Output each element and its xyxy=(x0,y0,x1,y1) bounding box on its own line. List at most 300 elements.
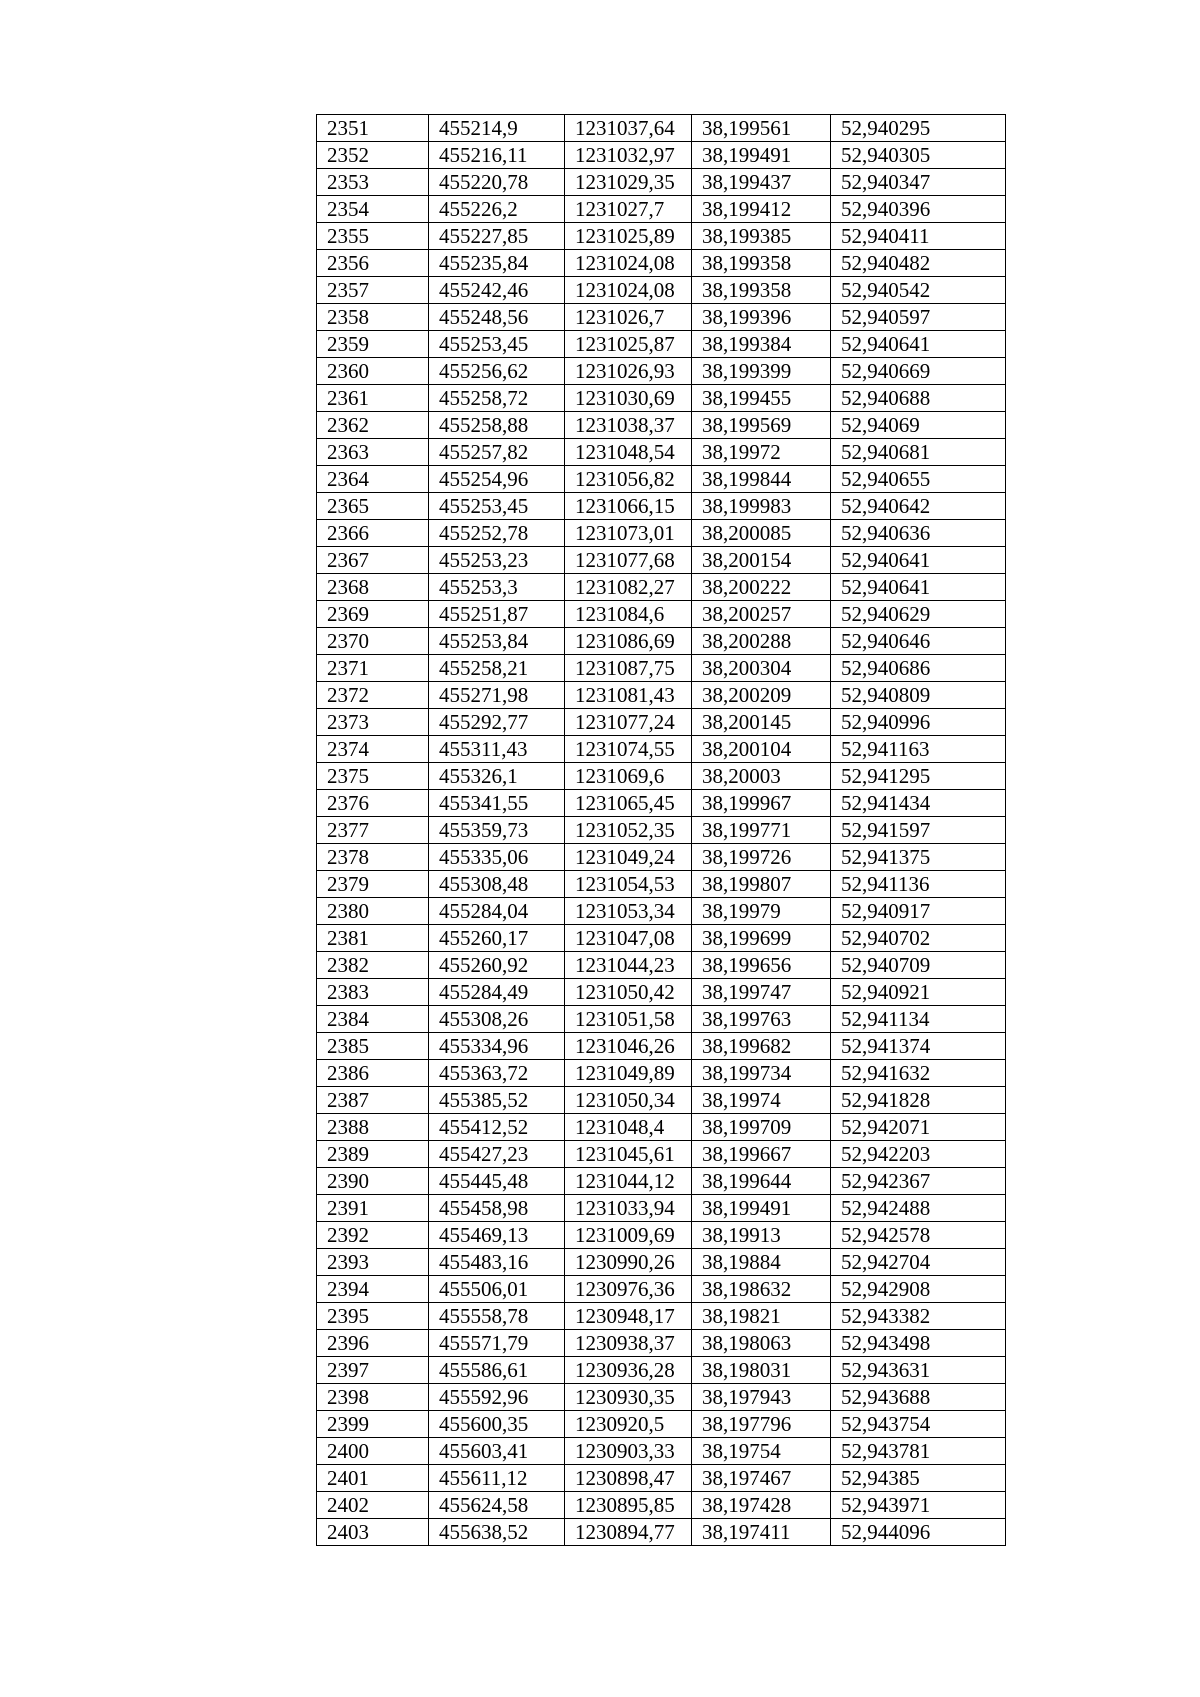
longitude-cell: 38,199726 xyxy=(692,844,831,871)
longitude-cell: 38,19974 xyxy=(692,1087,831,1114)
x-coordinate-cell: 455253,45 xyxy=(429,331,565,358)
longitude-cell: 38,197796 xyxy=(692,1411,831,1438)
x-coordinate-cell: 455603,41 xyxy=(429,1438,565,1465)
x-coordinate-cell: 455258,72 xyxy=(429,385,565,412)
table-row xyxy=(317,1276,1006,1303)
y-coordinate-cell: 1230948,17 xyxy=(565,1303,692,1330)
x-coordinate-cell: 455253,23 xyxy=(429,547,565,574)
longitude-cell: 38,199667 xyxy=(692,1141,831,1168)
y-coordinate-cell: 1231073,01 xyxy=(565,520,692,547)
x-coordinate-cell: 455271,98 xyxy=(429,682,565,709)
longitude-cell: 38,199709 xyxy=(692,1114,831,1141)
y-coordinate-cell: 1231032,97 xyxy=(565,142,692,169)
coordinates-table xyxy=(316,114,1006,1546)
longitude-cell: 38,198632 xyxy=(692,1276,831,1303)
longitude-cell: 38,198031 xyxy=(692,1357,831,1384)
longitude-cell: 38,199412 xyxy=(692,196,831,223)
latitude-cell: 52,941434 xyxy=(831,790,1006,817)
longitude-cell: 38,199358 xyxy=(692,277,831,304)
latitude-cell: 52,940996 xyxy=(831,709,1006,736)
latitude-cell: 52,940347 xyxy=(831,169,1006,196)
table-row xyxy=(317,1384,1006,1411)
point-number-cell: 2384 xyxy=(317,1006,429,1033)
table-row xyxy=(317,1033,1006,1060)
point-number-cell: 2369 xyxy=(317,601,429,628)
x-coordinate-cell: 455427,23 xyxy=(429,1141,565,1168)
latitude-cell: 52,940396 xyxy=(831,196,1006,223)
table-row xyxy=(317,979,1006,1006)
point-number-cell: 2393 xyxy=(317,1249,429,1276)
longitude-cell: 38,199682 xyxy=(692,1033,831,1060)
latitude-cell: 52,940482 xyxy=(831,250,1006,277)
latitude-cell: 52,942908 xyxy=(831,1276,1006,1303)
table-row xyxy=(317,925,1006,952)
longitude-cell: 38,199763 xyxy=(692,1006,831,1033)
point-number-cell: 2392 xyxy=(317,1222,429,1249)
latitude-cell: 52,943754 xyxy=(831,1411,1006,1438)
y-coordinate-cell: 1231077,68 xyxy=(565,547,692,574)
y-coordinate-cell: 1231037,64 xyxy=(565,115,692,142)
latitude-cell: 52,940641 xyxy=(831,547,1006,574)
y-coordinate-cell: 1231069,6 xyxy=(565,763,692,790)
table-row xyxy=(317,1087,1006,1114)
y-coordinate-cell: 1231033,94 xyxy=(565,1195,692,1222)
longitude-cell: 38,198063 xyxy=(692,1330,831,1357)
x-coordinate-cell: 455284,49 xyxy=(429,979,565,1006)
x-coordinate-cell: 455260,92 xyxy=(429,952,565,979)
point-number-cell: 2358 xyxy=(317,304,429,331)
y-coordinate-cell: 1230930,35 xyxy=(565,1384,692,1411)
latitude-cell: 52,940597 xyxy=(831,304,1006,331)
table-row xyxy=(317,1438,1006,1465)
longitude-cell: 38,20003 xyxy=(692,763,831,790)
latitude-cell: 52,940669 xyxy=(831,358,1006,385)
x-coordinate-cell: 455257,82 xyxy=(429,439,565,466)
point-number-cell: 2382 xyxy=(317,952,429,979)
point-number-cell: 2391 xyxy=(317,1195,429,1222)
point-number-cell: 2398 xyxy=(317,1384,429,1411)
longitude-cell: 38,19754 xyxy=(692,1438,831,1465)
longitude-cell: 38,199455 xyxy=(692,385,831,412)
y-coordinate-cell: 1231038,37 xyxy=(565,412,692,439)
latitude-cell: 52,940646 xyxy=(831,628,1006,655)
latitude-cell: 52,940686 xyxy=(831,655,1006,682)
longitude-cell: 38,199844 xyxy=(692,466,831,493)
longitude-cell: 38,199807 xyxy=(692,871,831,898)
y-coordinate-cell: 1231052,35 xyxy=(565,817,692,844)
x-coordinate-cell: 455469,13 xyxy=(429,1222,565,1249)
table-row xyxy=(317,1411,1006,1438)
y-coordinate-cell: 1231026,7 xyxy=(565,304,692,331)
x-coordinate-cell: 455251,87 xyxy=(429,601,565,628)
latitude-cell: 52,940917 xyxy=(831,898,1006,925)
latitude-cell: 52,943498 xyxy=(831,1330,1006,1357)
x-coordinate-cell: 455334,96 xyxy=(429,1033,565,1060)
x-coordinate-cell: 455600,35 xyxy=(429,1411,565,1438)
latitude-cell: 52,941597 xyxy=(831,817,1006,844)
point-number-cell: 2376 xyxy=(317,790,429,817)
x-coordinate-cell: 455253,84 xyxy=(429,628,565,655)
table-row xyxy=(317,1195,1006,1222)
point-number-cell: 2375 xyxy=(317,763,429,790)
y-coordinate-cell: 1231048,4 xyxy=(565,1114,692,1141)
x-coordinate-cell: 455253,3 xyxy=(429,574,565,601)
table-row xyxy=(317,1465,1006,1492)
point-number-cell: 2364 xyxy=(317,466,429,493)
longitude-cell: 38,197428 xyxy=(692,1492,831,1519)
longitude-cell: 38,199358 xyxy=(692,250,831,277)
x-coordinate-cell: 455227,85 xyxy=(429,223,565,250)
y-coordinate-cell: 1231044,23 xyxy=(565,952,692,979)
point-number-cell: 2385 xyxy=(317,1033,429,1060)
longitude-cell: 38,197943 xyxy=(692,1384,831,1411)
point-number-cell: 2378 xyxy=(317,844,429,871)
latitude-cell: 52,941163 xyxy=(831,736,1006,763)
x-coordinate-cell: 455335,06 xyxy=(429,844,565,871)
table-row xyxy=(317,412,1006,439)
longitude-cell: 38,199399 xyxy=(692,358,831,385)
longitude-cell: 38,200145 xyxy=(692,709,831,736)
latitude-cell: 52,940305 xyxy=(831,142,1006,169)
table-row xyxy=(317,682,1006,709)
latitude-cell: 52,94385 xyxy=(831,1465,1006,1492)
x-coordinate-cell: 455445,48 xyxy=(429,1168,565,1195)
latitude-cell: 52,940681 xyxy=(831,439,1006,466)
point-number-cell: 2357 xyxy=(317,277,429,304)
y-coordinate-cell: 1231066,15 xyxy=(565,493,692,520)
table-row xyxy=(317,1222,1006,1249)
point-number-cell: 2355 xyxy=(317,223,429,250)
y-coordinate-cell: 1231026,93 xyxy=(565,358,692,385)
table-row xyxy=(317,115,1006,142)
x-coordinate-cell: 455308,26 xyxy=(429,1006,565,1033)
y-coordinate-cell: 1231050,42 xyxy=(565,979,692,1006)
longitude-cell: 38,19913 xyxy=(692,1222,831,1249)
y-coordinate-cell: 1231025,87 xyxy=(565,331,692,358)
point-number-cell: 2401 xyxy=(317,1465,429,1492)
table-row xyxy=(317,1330,1006,1357)
point-number-cell: 2394 xyxy=(317,1276,429,1303)
y-coordinate-cell: 1231027,7 xyxy=(565,196,692,223)
table-row xyxy=(317,1141,1006,1168)
longitude-cell: 38,197467 xyxy=(692,1465,831,1492)
longitude-cell: 38,19979 xyxy=(692,898,831,925)
y-coordinate-cell: 1231044,12 xyxy=(565,1168,692,1195)
point-number-cell: 2354 xyxy=(317,196,429,223)
latitude-cell: 52,940542 xyxy=(831,277,1006,304)
x-coordinate-cell: 455248,56 xyxy=(429,304,565,331)
x-coordinate-cell: 455385,52 xyxy=(429,1087,565,1114)
latitude-cell: 52,942704 xyxy=(831,1249,1006,1276)
y-coordinate-cell: 1230895,85 xyxy=(565,1492,692,1519)
x-coordinate-cell: 455284,04 xyxy=(429,898,565,925)
longitude-cell: 38,199771 xyxy=(692,817,831,844)
x-coordinate-cell: 455254,96 xyxy=(429,466,565,493)
y-coordinate-cell: 1230936,28 xyxy=(565,1357,692,1384)
point-number-cell: 2374 xyxy=(317,736,429,763)
table-row xyxy=(317,520,1006,547)
latitude-cell: 52,940641 xyxy=(831,574,1006,601)
longitude-cell: 38,199384 xyxy=(692,331,831,358)
latitude-cell: 52,940642 xyxy=(831,493,1006,520)
x-coordinate-cell: 455235,84 xyxy=(429,250,565,277)
y-coordinate-cell: 1231087,75 xyxy=(565,655,692,682)
table-row xyxy=(317,196,1006,223)
latitude-cell: 52,943688 xyxy=(831,1384,1006,1411)
point-number-cell: 2383 xyxy=(317,979,429,1006)
point-number-cell: 2396 xyxy=(317,1330,429,1357)
longitude-cell: 38,200222 xyxy=(692,574,831,601)
longitude-cell: 38,200257 xyxy=(692,601,831,628)
table-row xyxy=(317,142,1006,169)
latitude-cell: 52,942578 xyxy=(831,1222,1006,1249)
x-coordinate-cell: 455216,11 xyxy=(429,142,565,169)
point-number-cell: 2362 xyxy=(317,412,429,439)
longitude-cell: 38,199983 xyxy=(692,493,831,520)
longitude-cell: 38,200154 xyxy=(692,547,831,574)
x-coordinate-cell: 455292,77 xyxy=(429,709,565,736)
y-coordinate-cell: 1231081,43 xyxy=(565,682,692,709)
table-row xyxy=(317,790,1006,817)
x-coordinate-cell: 455483,16 xyxy=(429,1249,565,1276)
point-number-cell: 2365 xyxy=(317,493,429,520)
latitude-cell: 52,940411 xyxy=(831,223,1006,250)
y-coordinate-cell: 1231082,27 xyxy=(565,574,692,601)
longitude-cell: 38,199437 xyxy=(692,169,831,196)
longitude-cell: 38,199396 xyxy=(692,304,831,331)
point-number-cell: 2403 xyxy=(317,1519,429,1546)
coordinates-table-body xyxy=(317,115,1006,1546)
point-number-cell: 2373 xyxy=(317,709,429,736)
point-number-cell: 2380 xyxy=(317,898,429,925)
table-row xyxy=(317,709,1006,736)
y-coordinate-cell: 1231084,6 xyxy=(565,601,692,628)
point-number-cell: 2388 xyxy=(317,1114,429,1141)
table-row xyxy=(317,763,1006,790)
y-coordinate-cell: 1231024,08 xyxy=(565,250,692,277)
table-row xyxy=(317,1249,1006,1276)
x-coordinate-cell: 455458,98 xyxy=(429,1195,565,1222)
longitude-cell: 38,200304 xyxy=(692,655,831,682)
latitude-cell: 52,940921 xyxy=(831,979,1006,1006)
x-coordinate-cell: 455506,01 xyxy=(429,1276,565,1303)
table-row xyxy=(317,385,1006,412)
x-coordinate-cell: 455258,21 xyxy=(429,655,565,682)
latitude-cell: 52,941295 xyxy=(831,763,1006,790)
y-coordinate-cell: 1231056,82 xyxy=(565,466,692,493)
y-coordinate-cell: 1231074,55 xyxy=(565,736,692,763)
latitude-cell: 52,940629 xyxy=(831,601,1006,628)
y-coordinate-cell: 1231048,54 xyxy=(565,439,692,466)
latitude-cell: 52,940809 xyxy=(831,682,1006,709)
y-coordinate-cell: 1231030,69 xyxy=(565,385,692,412)
x-coordinate-cell: 455558,78 xyxy=(429,1303,565,1330)
x-coordinate-cell: 455308,48 xyxy=(429,871,565,898)
longitude-cell: 38,200288 xyxy=(692,628,831,655)
longitude-cell: 38,199491 xyxy=(692,142,831,169)
point-number-cell: 2377 xyxy=(317,817,429,844)
y-coordinate-cell: 1231086,69 xyxy=(565,628,692,655)
x-coordinate-cell: 455571,79 xyxy=(429,1330,565,1357)
x-coordinate-cell: 455586,61 xyxy=(429,1357,565,1384)
table-row xyxy=(317,547,1006,574)
latitude-cell: 52,941134 xyxy=(831,1006,1006,1033)
y-coordinate-cell: 1230894,77 xyxy=(565,1519,692,1546)
x-coordinate-cell: 455363,72 xyxy=(429,1060,565,1087)
table-row xyxy=(317,304,1006,331)
latitude-cell: 52,940702 xyxy=(831,925,1006,952)
y-coordinate-cell: 1230976,36 xyxy=(565,1276,692,1303)
table-row xyxy=(317,574,1006,601)
point-number-cell: 2363 xyxy=(317,439,429,466)
longitude-cell: 38,199656 xyxy=(692,952,831,979)
point-number-cell: 2395 xyxy=(317,1303,429,1330)
table-row xyxy=(317,1492,1006,1519)
point-number-cell: 2360 xyxy=(317,358,429,385)
table-row xyxy=(317,1006,1006,1033)
latitude-cell: 52,941632 xyxy=(831,1060,1006,1087)
longitude-cell: 38,199747 xyxy=(692,979,831,1006)
table-row xyxy=(317,1357,1006,1384)
y-coordinate-cell: 1231025,89 xyxy=(565,223,692,250)
longitude-cell: 38,19821 xyxy=(692,1303,831,1330)
point-number-cell: 2389 xyxy=(317,1141,429,1168)
latitude-cell: 52,941828 xyxy=(831,1087,1006,1114)
table-row xyxy=(317,277,1006,304)
point-number-cell: 2353 xyxy=(317,169,429,196)
y-coordinate-cell: 1231045,61 xyxy=(565,1141,692,1168)
longitude-cell: 38,19972 xyxy=(692,439,831,466)
table-row xyxy=(317,1303,1006,1330)
x-coordinate-cell: 455220,78 xyxy=(429,169,565,196)
y-coordinate-cell: 1231050,34 xyxy=(565,1087,692,1114)
point-number-cell: 2390 xyxy=(317,1168,429,1195)
table-row xyxy=(317,1168,1006,1195)
point-number-cell: 2371 xyxy=(317,655,429,682)
point-number-cell: 2370 xyxy=(317,628,429,655)
latitude-cell: 52,940688 xyxy=(831,385,1006,412)
point-number-cell: 2351 xyxy=(317,115,429,142)
x-coordinate-cell: 455253,45 xyxy=(429,493,565,520)
y-coordinate-cell: 1230920,5 xyxy=(565,1411,692,1438)
point-number-cell: 2372 xyxy=(317,682,429,709)
longitude-cell: 38,199491 xyxy=(692,1195,831,1222)
y-coordinate-cell: 1230898,47 xyxy=(565,1465,692,1492)
table-row xyxy=(317,1060,1006,1087)
y-coordinate-cell: 1230938,37 xyxy=(565,1330,692,1357)
point-number-cell: 2356 xyxy=(317,250,429,277)
point-number-cell: 2400 xyxy=(317,1438,429,1465)
point-number-cell: 2379 xyxy=(317,871,429,898)
point-number-cell: 2361 xyxy=(317,385,429,412)
latitude-cell: 52,940709 xyxy=(831,952,1006,979)
table-row xyxy=(317,223,1006,250)
point-number-cell: 2387 xyxy=(317,1087,429,1114)
longitude-cell: 38,200209 xyxy=(692,682,831,709)
table-row xyxy=(317,871,1006,898)
y-coordinate-cell: 1231054,53 xyxy=(565,871,692,898)
x-coordinate-cell: 455638,52 xyxy=(429,1519,565,1546)
point-number-cell: 2352 xyxy=(317,142,429,169)
longitude-cell: 38,199644 xyxy=(692,1168,831,1195)
table-row xyxy=(317,250,1006,277)
table-row xyxy=(317,736,1006,763)
x-coordinate-cell: 455242,46 xyxy=(429,277,565,304)
latitude-cell: 52,942071 xyxy=(831,1114,1006,1141)
table-row xyxy=(317,169,1006,196)
y-coordinate-cell: 1231077,24 xyxy=(565,709,692,736)
latitude-cell: 52,941375 xyxy=(831,844,1006,871)
latitude-cell: 52,942367 xyxy=(831,1168,1006,1195)
table-row xyxy=(317,844,1006,871)
table-row xyxy=(317,1114,1006,1141)
latitude-cell: 52,944096 xyxy=(831,1519,1006,1546)
longitude-cell: 38,197411 xyxy=(692,1519,831,1546)
point-number-cell: 2359 xyxy=(317,331,429,358)
longitude-cell: 38,199699 xyxy=(692,925,831,952)
latitude-cell: 52,942488 xyxy=(831,1195,1006,1222)
table-row xyxy=(317,817,1006,844)
point-number-cell: 2366 xyxy=(317,520,429,547)
x-coordinate-cell: 455260,17 xyxy=(429,925,565,952)
x-coordinate-cell: 455326,1 xyxy=(429,763,565,790)
longitude-cell: 38,199561 xyxy=(692,115,831,142)
x-coordinate-cell: 455412,52 xyxy=(429,1114,565,1141)
latitude-cell: 52,940636 xyxy=(831,520,1006,547)
point-number-cell: 2368 xyxy=(317,574,429,601)
point-number-cell: 2367 xyxy=(317,547,429,574)
latitude-cell: 52,941136 xyxy=(831,871,1006,898)
x-coordinate-cell: 455214,9 xyxy=(429,115,565,142)
y-coordinate-cell: 1231029,35 xyxy=(565,169,692,196)
table-row xyxy=(317,466,1006,493)
y-coordinate-cell: 1231009,69 xyxy=(565,1222,692,1249)
table-row xyxy=(317,1519,1006,1546)
latitude-cell: 52,940655 xyxy=(831,466,1006,493)
y-coordinate-cell: 1231047,08 xyxy=(565,925,692,952)
x-coordinate-cell: 455611,12 xyxy=(429,1465,565,1492)
latitude-cell: 52,943971 xyxy=(831,1492,1006,1519)
latitude-cell: 52,940295 xyxy=(831,115,1006,142)
y-coordinate-cell: 1230903,33 xyxy=(565,1438,692,1465)
latitude-cell: 52,943781 xyxy=(831,1438,1006,1465)
longitude-cell: 38,199734 xyxy=(692,1060,831,1087)
table-row xyxy=(317,952,1006,979)
point-number-cell: 2381 xyxy=(317,925,429,952)
y-coordinate-cell: 1231024,08 xyxy=(565,277,692,304)
point-number-cell: 2386 xyxy=(317,1060,429,1087)
table-row xyxy=(317,493,1006,520)
x-coordinate-cell: 455359,73 xyxy=(429,817,565,844)
y-coordinate-cell: 1230990,26 xyxy=(565,1249,692,1276)
table-row xyxy=(317,628,1006,655)
point-number-cell: 2399 xyxy=(317,1411,429,1438)
latitude-cell: 52,943631 xyxy=(831,1357,1006,1384)
table-row xyxy=(317,439,1006,466)
y-coordinate-cell: 1231051,58 xyxy=(565,1006,692,1033)
longitude-cell: 38,199385 xyxy=(692,223,831,250)
latitude-cell: 52,942203 xyxy=(831,1141,1006,1168)
latitude-cell: 52,94069 xyxy=(831,412,1006,439)
point-number-cell: 2397 xyxy=(317,1357,429,1384)
point-number-cell: 2402 xyxy=(317,1492,429,1519)
x-coordinate-cell: 455311,43 xyxy=(429,736,565,763)
table-row xyxy=(317,358,1006,385)
longitude-cell: 38,200104 xyxy=(692,736,831,763)
latitude-cell: 52,940641 xyxy=(831,331,1006,358)
x-coordinate-cell: 455226,2 xyxy=(429,196,565,223)
table-row xyxy=(317,601,1006,628)
